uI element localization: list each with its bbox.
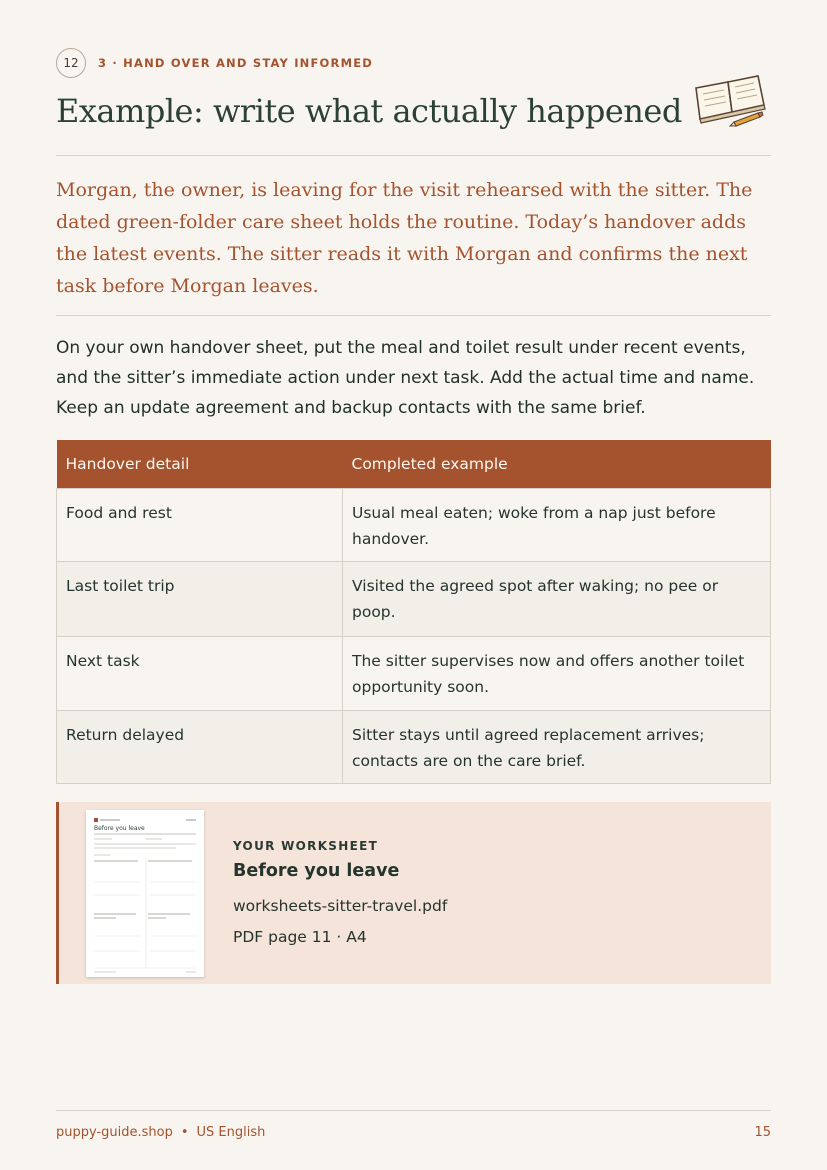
table-cell: Usual meal eaten; woke from a nap just before handover. (343, 489, 771, 562)
worksheet-label: YOUR WORKSHEET (233, 839, 379, 853)
chapter-page-badge: 12 (56, 48, 86, 78)
handover-table (56, 440, 771, 784)
table-cell: Return delayed (57, 711, 343, 784)
body-paragraph: On your own handover sheet, put the meal and toilet result under recent events, and the sitter’s immediate action under next task. Add the actual time and name. Keep an update agreement and backup contacts with the same brief. (56, 338, 755, 418)
table-row (57, 489, 771, 562)
header-divider (56, 155, 771, 156)
footer-divider (56, 1110, 771, 1111)
footer-site[interactable]: puppy-guide.shop (56, 1125, 173, 1140)
table-cell: Last toilet trip (57, 562, 343, 637)
footer-page-number: 15 (754, 1125, 771, 1140)
thumbnail-title: Before you leave (94, 825, 145, 832)
table-row (57, 637, 771, 711)
worksheet-card[interactable] (56, 802, 771, 984)
table-row (57, 711, 771, 784)
worksheet-title: Before you leave (233, 861, 400, 881)
table-cell: Sitter stays until agreed replacement arrives; contacts are on the care brief. (343, 711, 771, 784)
column-header: Completed example (343, 440, 771, 489)
table-header-row (57, 440, 771, 489)
worksheet-page-info: PDF page 11 · A4 (233, 928, 367, 946)
section-header (56, 48, 373, 78)
table-cell: Next task (57, 637, 343, 711)
table-row (57, 562, 771, 637)
column-header: Handover detail (57, 440, 343, 489)
footer-left (56, 1125, 265, 1140)
footer-separator-dot: • (180, 1125, 189, 1140)
table-cell: Food and rest (57, 489, 343, 562)
notebook-pencil-icon (688, 72, 768, 128)
worksheet-thumbnail[interactable] (86, 810, 204, 977)
section-label: 3 · HAND OVER AND STAY INFORMED (98, 56, 374, 70)
footer-language: US English (196, 1125, 266, 1140)
page-title: Example: write what actually happened (56, 92, 682, 130)
lead-paragraph: Morgan, the owner, is leaving for the visit rehearsed with the sitter. The dated green-folder care sheet holds the routine. Today’s handover adds the latest events. The sitter reads it with Morgan and confirms the next task before Morgan leaves. (56, 179, 753, 297)
worksheet-file-name[interactable]: worksheets-sitter-travel.pdf (233, 897, 448, 915)
lead-divider (56, 315, 771, 316)
table-cell: The sitter supervises now and offers another toilet opportunity soon. (343, 637, 771, 711)
table-cell: Visited the agreed spot after waking; no pee or poop. (343, 562, 771, 637)
